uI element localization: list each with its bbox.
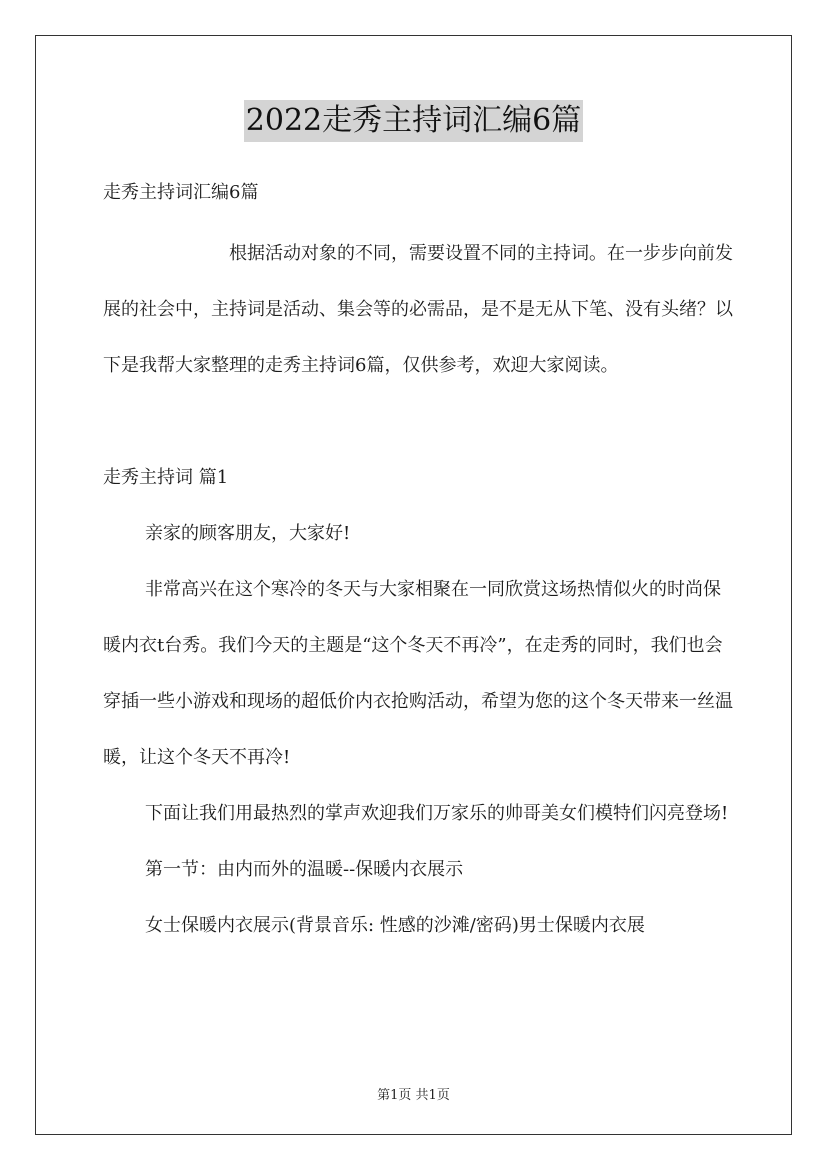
title-container [0,100,827,142]
paragraph-section-one: 第一节：由内而外的温暖--保暖内衣展示 [145,859,464,880]
section-heading: 走秀主持词 篇1 [103,467,229,488]
paragraph-greeting: 亲家的顾客朋友，大家好! [145,523,351,544]
paragraph-womens-show: 女士保暖内衣展示(背景音乐: 性感的沙滩/密码)男士保暖内衣展 [145,915,645,936]
paragraph-applause: 下面让我们用最热烈的掌声欢迎我们万家乐的帅哥美女们模特们闪亮登场! [145,803,729,824]
document-title: 2022走秀主持词汇编6篇 [244,100,583,142]
intro-paragraph: 根据活动对象的不同，需要设置不同的主持词。在一步步向前发展的社会中，主持词是活动、集会等的必需品，是不是无从下笔、没有头绪？以下是我帮大家整理的走秀主持词6篇，仅供参考，欢迎大家阅读。 [103,243,733,376]
page-footer: 第1页 共1页 [377,1088,450,1103]
document-subtitle: 走秀主持词汇编6篇 [103,182,259,203]
section-spacer [103,394,733,450]
document-body [103,176,733,954]
paragraph-welcome: 非常高兴在这个寒冷的冬天与大家相聚在一同欣赏这场热情似火的时尚保暖内衣t台秀。我们今天的主题是“这个冬天不再冷”，在走秀的同时，我们也会穿插一些小游戏和现场的超低价内衣抢购活动，希望为您的这个冬天带来一丝温暖，让这个冬天不再冷! [103,579,733,768]
